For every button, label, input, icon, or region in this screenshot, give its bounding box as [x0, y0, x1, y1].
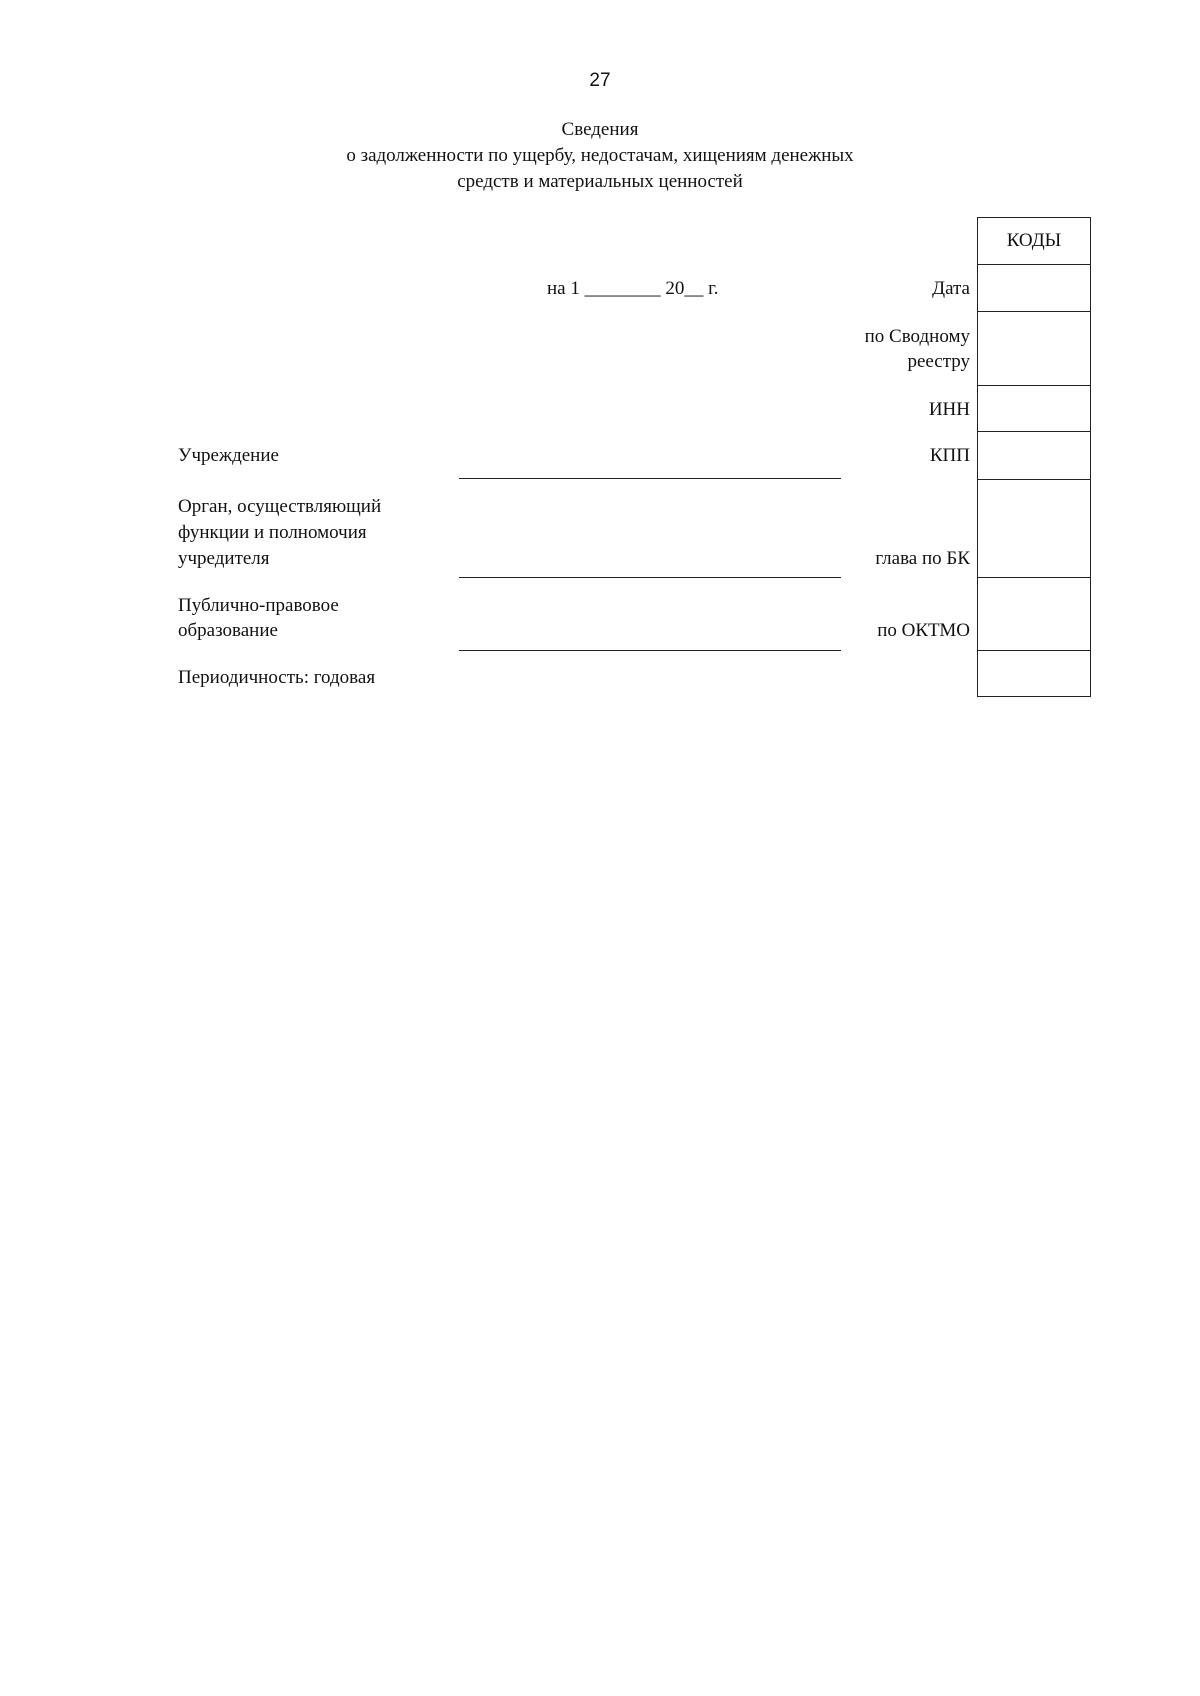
- label-consolidated-registry-line-2: реестру: [907, 351, 970, 372]
- label-kpp: КПП: [929, 445, 970, 466]
- codes-cell-separator: [977, 577, 1091, 578]
- institution-field-line[interactable]: [459, 478, 841, 479]
- label-founder-body-line-2: функции и полномочия: [178, 522, 367, 543]
- title-line-2: о задолженности по ущербу, недостачам, хищениям денежных: [346, 145, 854, 166]
- label-founder-body-line-3: учредителя: [178, 548, 270, 569]
- codes-cell-separator: [977, 650, 1091, 651]
- codes-cell-separator: [977, 479, 1091, 480]
- title-line-3: средств и материальных ценностей: [457, 171, 743, 192]
- codes-cell-separator: [977, 311, 1091, 312]
- page-number: 27: [589, 70, 611, 91]
- title-line-1: Сведения: [561, 119, 639, 140]
- codes-cell-separator: [977, 264, 1091, 265]
- codes-cell-separator: [977, 385, 1091, 386]
- codes-header: КОДЫ: [1006, 230, 1062, 251]
- label-public-entity-line-2: образование: [178, 620, 278, 641]
- label-chapter-bk: глава по БК: [875, 548, 970, 569]
- label-inn: ИНН: [928, 399, 970, 420]
- label-consolidated-registry-line-1: по Сводному: [864, 326, 970, 347]
- report-date-line: на 1 ________ 20__ г.: [547, 278, 719, 299]
- label-periodicity: Периодичность: годовая: [178, 667, 376, 688]
- label-oktmo: по ОКТМО: [877, 620, 970, 641]
- label-founder-body-line-1: Орган, осуществляющий: [178, 496, 382, 517]
- founder-body-field-line[interactable]: [459, 577, 841, 578]
- codes-column: [977, 217, 1091, 697]
- document-title: [0, 117, 1200, 195]
- public-entity-field-line[interactable]: [459, 650, 841, 651]
- label-public-entity-line-1: Публично-правовое: [178, 595, 339, 616]
- codes-cell-separator: [977, 431, 1091, 432]
- label-institution: Учреждение: [178, 445, 279, 466]
- label-date: Дата: [932, 278, 970, 299]
